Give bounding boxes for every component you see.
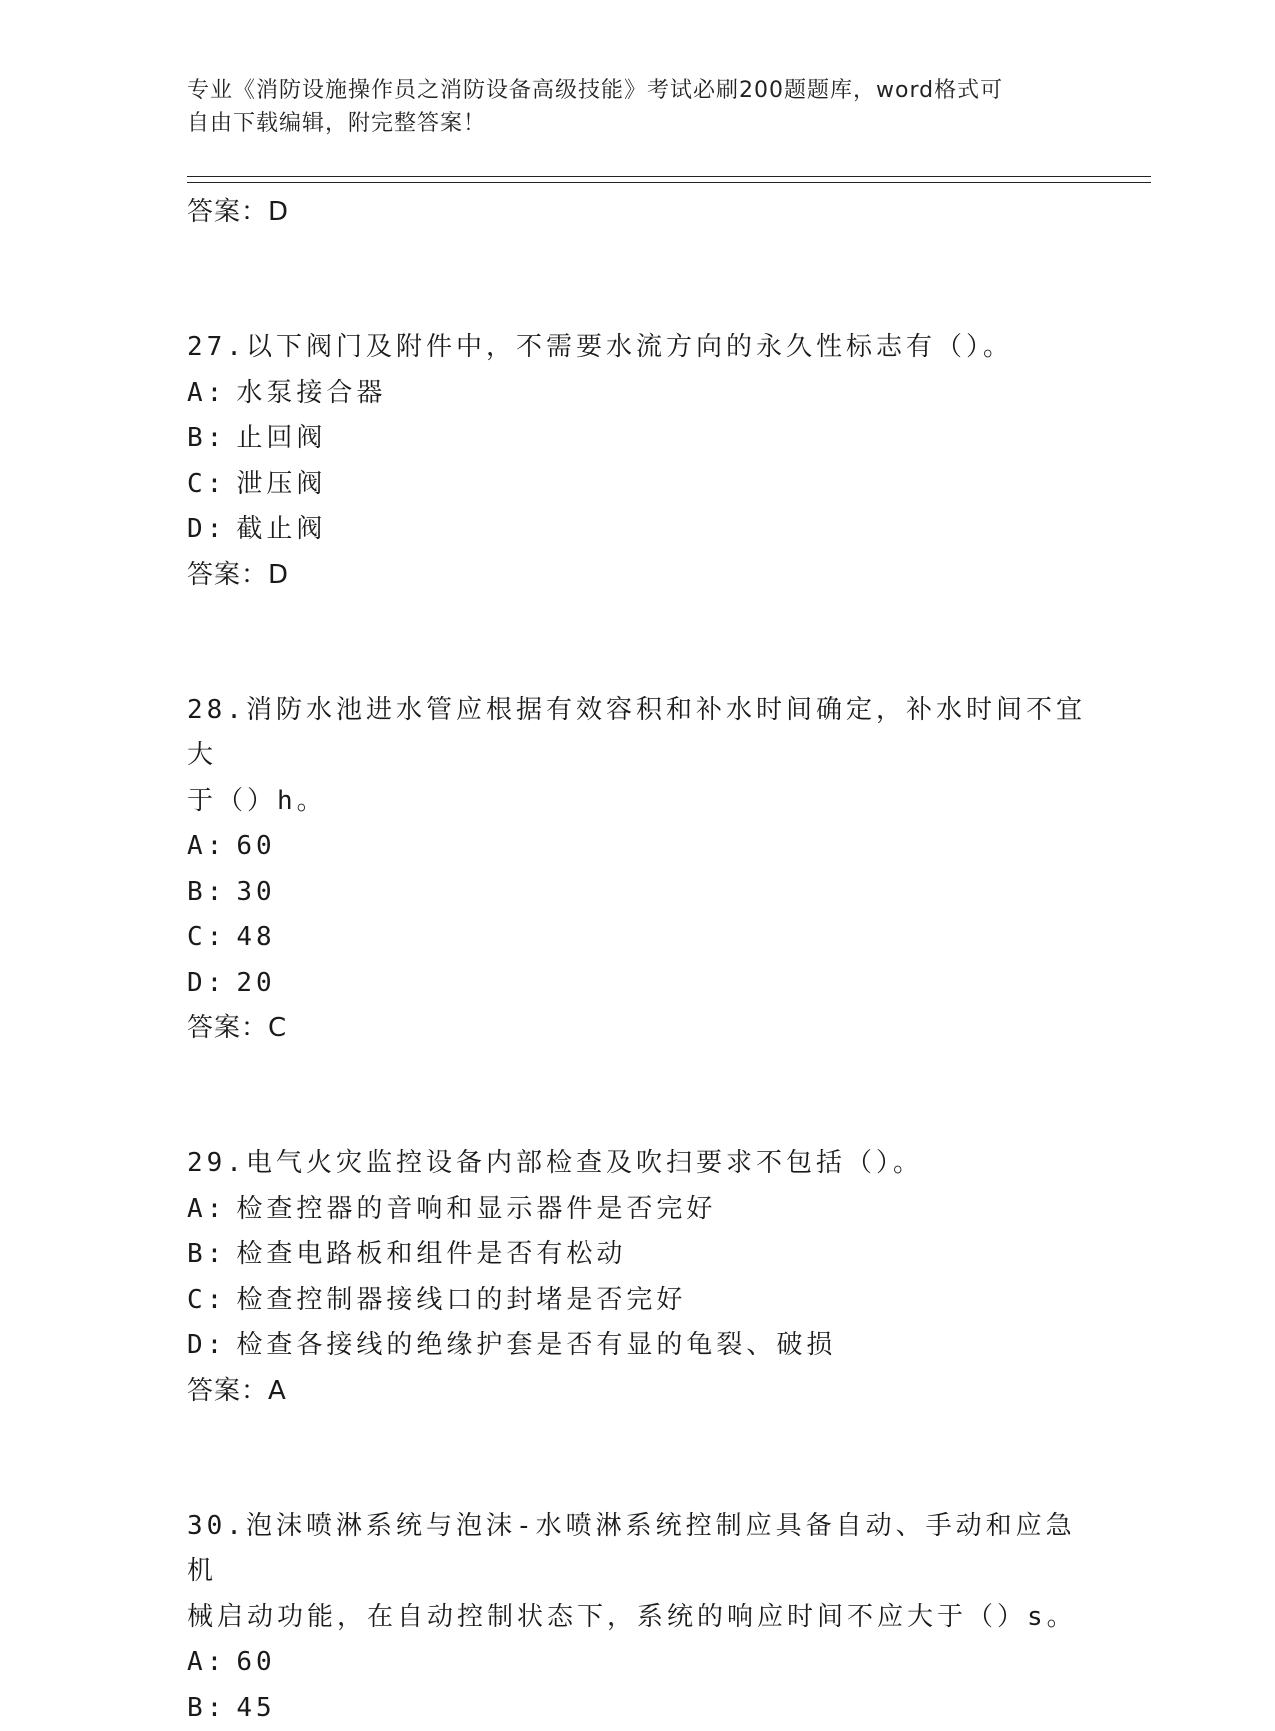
option-text: 60 (236, 831, 275, 861)
option-key: A: (187, 831, 226, 861)
question-block (187, 1504, 1087, 1731)
question-block (187, 688, 1087, 1052)
header-divider (187, 176, 1151, 183)
option-d (187, 961, 1087, 1007)
spacer (187, 1051, 1087, 1141)
option-key: A: (187, 1194, 226, 1224)
document-body (187, 190, 1087, 1731)
option-c (187, 915, 1087, 961)
option-key: B: (187, 1239, 226, 1269)
header-line-1: 专业《消防设施操作员之消防设备高级技能》考试必刷200题题库，word格式可 (187, 74, 1087, 107)
option-text: 20 (236, 968, 275, 998)
answer-line: 答案：C (187, 1006, 1087, 1051)
spacer (187, 1414, 1087, 1504)
question-block (187, 1141, 1087, 1414)
option-key: A: (187, 1647, 226, 1677)
option-text: 检查电路板和组件是否有松动 (236, 1239, 626, 1269)
option-text: 泄压阀 (236, 469, 326, 499)
answer-line: 答案：A (187, 1369, 1087, 1414)
option-b (187, 870, 1087, 916)
question-text: 29.电气火灾监控设备内部检查及吹扫要求不包括（）。 (187, 1141, 1087, 1187)
question-text: 30.泡沫喷淋系统与泡沫-水喷淋系统控制应具备自动、手动和应急机 (187, 1504, 1087, 1595)
option-key: C: (187, 469, 226, 499)
option-key: A: (187, 378, 226, 408)
option-d (187, 507, 1087, 553)
option-key: B: (187, 1693, 226, 1723)
option-key: C: (187, 1285, 226, 1315)
option-key: D: (187, 514, 226, 544)
answer-line: 答案：D (187, 190, 1087, 235)
question-block (187, 325, 1087, 598)
option-c (187, 1278, 1087, 1324)
option-a (187, 371, 1087, 417)
option-text: 检查各接线的绝缘护套是否有显的龟裂、破损 (236, 1330, 836, 1360)
question-text-continued: 于（）h。 (187, 779, 1087, 825)
option-text: 45 (236, 1693, 275, 1723)
option-d (187, 1323, 1087, 1369)
option-text: 水泵接合器 (236, 378, 386, 408)
spacer (187, 598, 1087, 688)
option-text: 检查控器的音响和显示器件是否完好 (236, 1194, 716, 1224)
option-key: B: (187, 423, 226, 453)
page-header (187, 74, 1087, 140)
option-key: B: (187, 877, 226, 907)
spacer (187, 235, 1087, 325)
header-line-2: 自由下载编辑，附完整答案！ (187, 107, 1087, 140)
option-b (187, 416, 1087, 462)
question-text: 28.消防水池进水管应根据有效容积和补水时间确定，补水时间不宜大 (187, 688, 1087, 779)
option-a (187, 1187, 1087, 1233)
question-text: 27.以下阀门及附件中，不需要水流方向的永久性标志有（）。 (187, 325, 1087, 371)
option-text: 截止阀 (236, 514, 326, 544)
option-text: 60 (236, 1647, 275, 1677)
option-text: 48 (236, 922, 275, 952)
answer-line: 答案：D (187, 553, 1087, 598)
option-text: 止回阀 (236, 423, 326, 453)
option-b (187, 1686, 1087, 1731)
option-key: D: (187, 968, 226, 998)
option-a (187, 1640, 1087, 1686)
question-text-continued: 械启动功能，在自动控制状态下，系统的响应时间不应大于（）s。 (187, 1595, 1087, 1641)
option-a (187, 824, 1087, 870)
option-text: 检查控制器接线口的封堵是否完好 (236, 1285, 686, 1315)
option-key: D: (187, 1330, 226, 1360)
option-b (187, 1232, 1087, 1278)
option-c (187, 462, 1087, 508)
option-text: 30 (236, 877, 275, 907)
option-key: C: (187, 922, 226, 952)
